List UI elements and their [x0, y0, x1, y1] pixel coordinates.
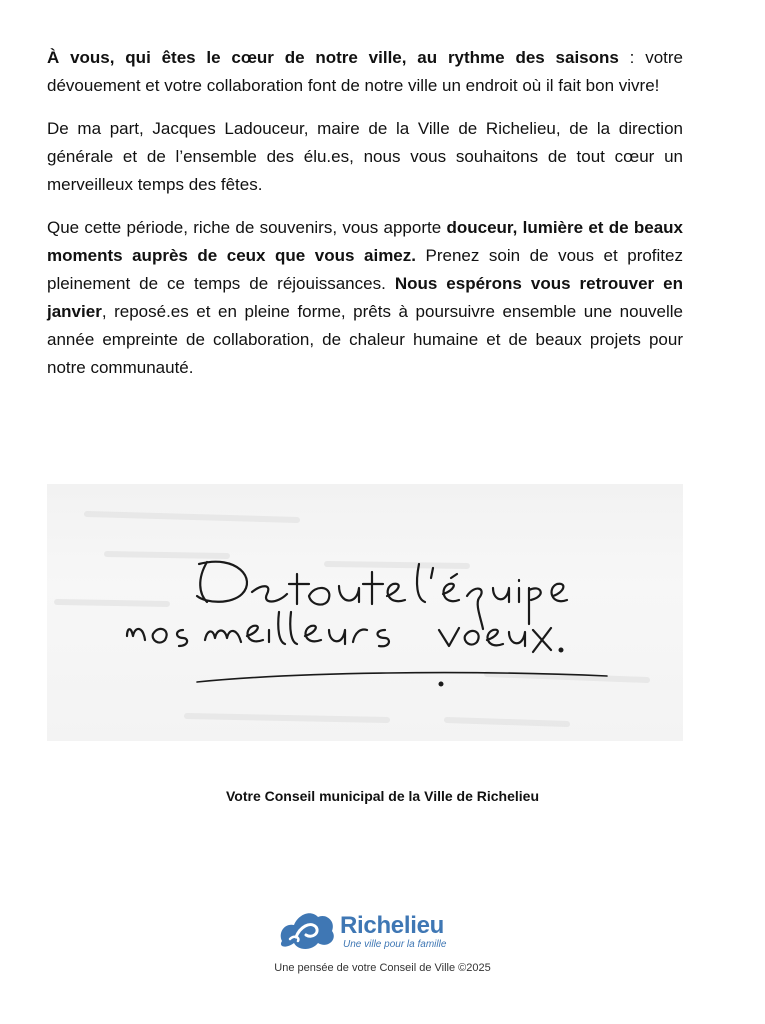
- paragraph-3-bold-2: Nous espérons vous retrouver en janvier: [47, 274, 683, 321]
- paragraph-3-text-3: , reposé.es et en pleine forme, prêts à poursuivre ensemble une nouvelle année empreinte de collaboration, de chaleur humaine et de beaux projets pour notre communauté.: [47, 302, 683, 377]
- richelieu-logo: [276, 903, 486, 953]
- paragraph-1-text-1: : votre dévouement et votre collaboration font de notre ville un endroit où il fait bon vivre!: [47, 48, 683, 95]
- paragraph-3-text-2: Prenez soin de vous et profitez pleinement de ce temps de réjouissances.: [47, 246, 683, 293]
- handwritten-note-drawing: [47, 484, 683, 741]
- richelieu-logo-icon: [276, 903, 338, 953]
- logo-name: Richelieu: [340, 912, 444, 939]
- paragraph-3-text-1: Que cette période, riche de souvenirs, vous apporte: [47, 218, 447, 237]
- letter-body: [47, 44, 683, 397]
- paragraph-3-bold-1: douceur, lumière et de beaux moments auprès de ceux que vous aimez.: [47, 218, 683, 265]
- footer-text: Une pensée de votre Conseil de Ville ©2025: [274, 962, 491, 974]
- paragraph-2: [47, 115, 683, 199]
- paragraph-1-bold-1: À vous, qui êtes le cœur de notre ville, au rythme des saisons: [47, 48, 619, 67]
- paragraph-2-text-1: De ma part, Jacques Ladouceur, maire de la Ville de Richelieu, de la direction générale et de l’ensemble des élu.es, nous vous souhaitons de tout cœur un merveilleux temps des fêtes.: [47, 119, 683, 194]
- signature-text: Votre Conseil municipal de la Ville de Richelieu: [225, 788, 540, 804]
- handwritten-note-photo: [47, 484, 683, 741]
- paragraph-1: [47, 44, 683, 100]
- logo-tagline: Une ville pour la famille: [343, 939, 447, 950]
- paragraph-3: [47, 214, 683, 382]
